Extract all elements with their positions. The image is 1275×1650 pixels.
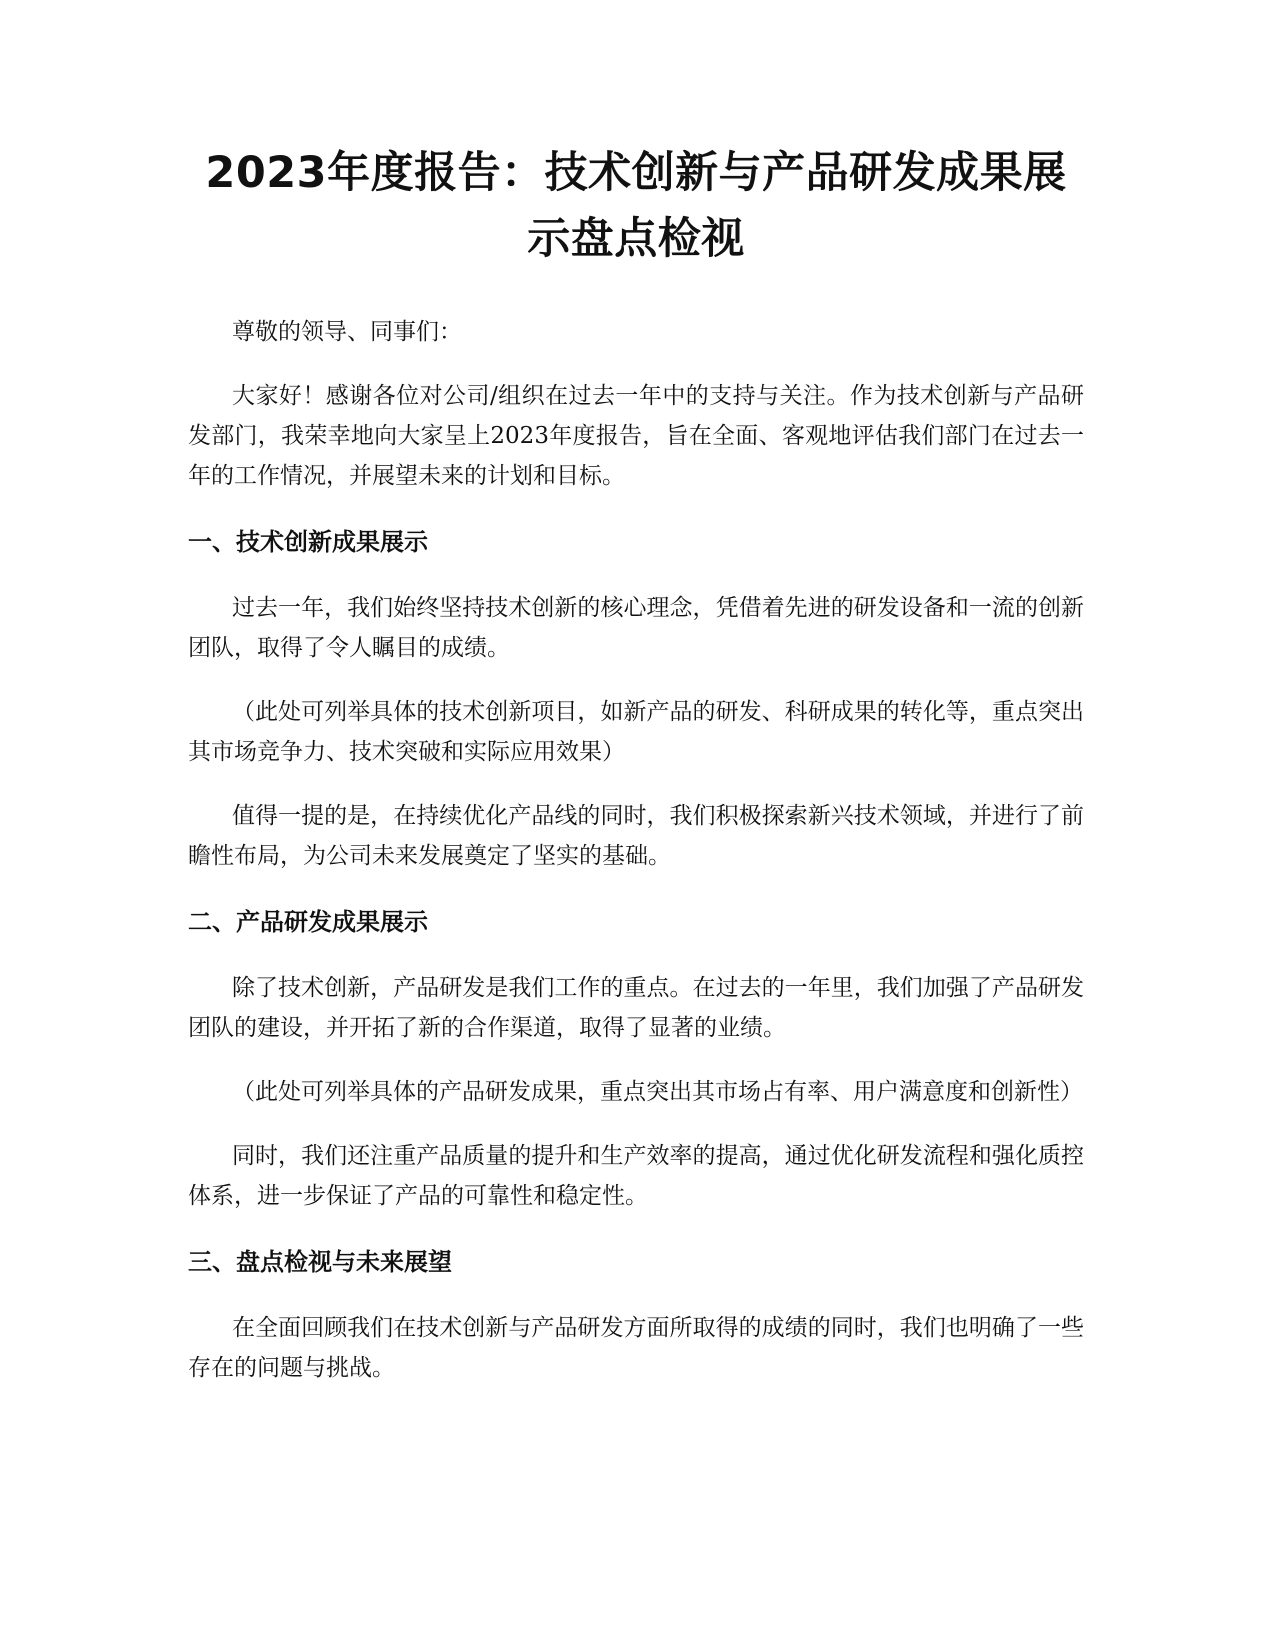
section-paragraph: （此处可列举具体的技术创新项目，如新产品的研发、科研成果的转化等，重点突出其市场竞争力、技术突破和实际应用效果） (188, 699, 1084, 765)
section-heading: 三、盘点检视与未来展望 (188, 1248, 452, 1276)
section-paragraph: （此处可列举具体的产品研发成果，重点突出其市场占有率、用户满意度和创新性） (232, 1079, 1083, 1105)
document-body (188, 140, 1084, 1388)
title-line-1: 2023年度报告：技术创新与产品研发成果展 (205, 148, 1067, 198)
section-paragraph: 在全面回顾我们在技术创新与产品研发方面所取得的成绩的同时，我们也明确了一些存在的问题与挑战。 (188, 1315, 1084, 1381)
title-line-2: 示盘点检视 (527, 214, 745, 264)
section-paragraph: 过去一年，我们始终坚持技术创新的核心理念，凭借着先进的研发设备和一流的创新团队，取得了令人瞩目的成绩。 (188, 595, 1084, 661)
document-title (188, 140, 1084, 272)
intro-paragraph: 大家好！感谢各位对公司/组织在过去一年中的支持与关注。作为技术创新与产品研发部门，我荣幸地向大家呈上2023年度报告，旨在全面、客观地评估我们部门在过去一年的工作情况，并展望未来的计划和目标。 (188, 383, 1084, 489)
section-heading: 二、产品研发成果展示 (188, 908, 428, 936)
section-paragraph: 同时，我们还注重产品质量的提升和生产效率的提高，通过优化研发流程和强化质控体系，进一步保证了产品的可靠性和稳定性。 (188, 1143, 1084, 1209)
salutation: 尊敬的领导、同事们： (232, 319, 462, 345)
section-paragraph: 除了技术创新，产品研发是我们工作的重点。在过去的一年里，我们加强了产品研发团队的建设，并开拓了新的合作渠道，取得了显著的业绩。 (188, 975, 1084, 1041)
section-paragraph: 值得一提的是，在持续优化产品线的同时，我们积极探索新兴技术领域，并进行了前瞻性布局，为公司未来发展奠定了坚实的基础。 (188, 803, 1084, 869)
section-heading: 一、技术创新成果展示 (188, 528, 428, 556)
